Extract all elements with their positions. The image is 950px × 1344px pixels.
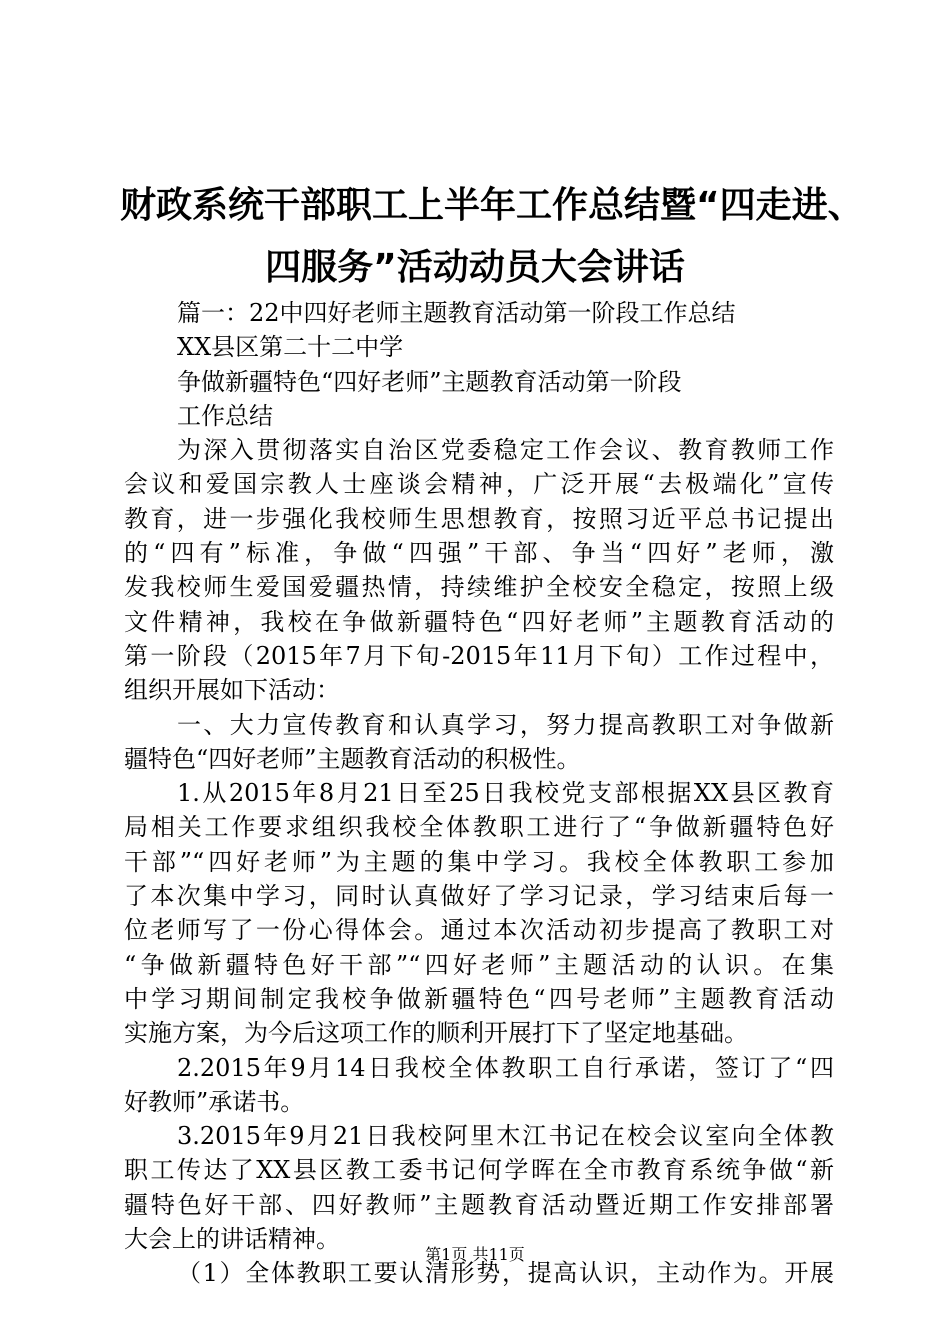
text-line: 争做新疆特色“四好老师”主题教育活动第一阶段 <box>177 367 682 396</box>
text-line: 一、大力宣传教育和认真学习，努力提高教职工对争做新 <box>177 710 834 739</box>
document-title-line-2: 四服务”活动动员大会讲话 <box>265 247 685 288</box>
text-line: 为深入贯彻落实自治区党委稳定工作会议、教育教师工作 <box>177 436 834 465</box>
text-line: 疆特色“四好老师”主题教育活动的积极性。 <box>124 744 581 773</box>
document-body <box>124 296 834 1291</box>
text-line: 教育，进一步强化我校师生思想教育，按照习近平总书记提出 <box>124 504 834 533</box>
text-line: “争做新疆特色好干部”“四好老师”主题活动的认识。在集 <box>124 950 834 979</box>
text-line: XX县区第二十二中学 <box>177 333 404 362</box>
text-line: 实施方案，为今后这项工作的顺利开展打下了坚定地基础。 <box>124 1019 748 1048</box>
text-line: 中学习期间制定我校争做新疆特色“四号老师”主题教育活动 <box>124 984 834 1013</box>
text-line: 干部”“四好老师”为主题的集中学习。我校全体教职工参加 <box>124 847 834 876</box>
text-line: 局相关工作要求组织我校全体教职工进行了“争做新疆特色好 <box>124 813 834 842</box>
text-line: 3.2015年9月21日我校阿里木江书记在校会议室向全体教 <box>177 1122 834 1151</box>
text-line: 了本次集中学习，同时认真做好了学习记录，学习结束后每一 <box>124 882 834 911</box>
text-line: 2.2015年9月14日我校全体教职工自行承诺，签订了“四 <box>177 1053 834 1082</box>
text-line: 会议和爱国宗教人士座谈会精神，广泛开展“去极端化”宣传 <box>124 470 834 499</box>
page-footer: 第1页 共11页 <box>425 1245 525 1264</box>
text-line: 疆特色好干部、四好教师”主题教育活动暨近期工作安排部署 <box>124 1190 834 1219</box>
text-line: 第一阶段（2015年7月下旬-2015年11月下旬）工作过程中， <box>124 641 834 670</box>
text-line: 1.从2015年8月21日至25日我校党支部根据XX县区教育 <box>177 779 834 808</box>
text-line: 位老师写了一份心得体会。通过本次活动初步提高了教职工对 <box>124 916 834 945</box>
text-line: 职工传达了XX县区教工委书记何学晖在全市教育系统争做“新 <box>124 1156 834 1185</box>
text-line: 发我校师生爱国爱疆热情，持续维护全校安全稳定，按照上级 <box>124 573 834 602</box>
text-line: 好教师”承诺书。 <box>124 1087 305 1116</box>
text-line: （1）全体教职工要认清形势，提高认识，主动作为。开展 <box>177 1259 834 1288</box>
text-line: 大会上的讲话精神。 <box>124 1225 340 1254</box>
text-line: 工作总结 <box>177 401 273 430</box>
text-line: 篇一：22中四好老师主题教育活动第一阶段工作总结 <box>177 299 736 327</box>
text-line: 文件精神，我校在争做新疆特色“四好老师”主题教育活动的 <box>124 607 834 636</box>
text-line: 组织开展如下活动： <box>124 676 340 705</box>
document-title-line-1: 财政系统干部职工上半年工作总结暨“四走进、 <box>120 185 864 226</box>
text-line: 的“四有”标准，争做“四强”干部、争当“四好”老师，激 <box>124 539 834 568</box>
